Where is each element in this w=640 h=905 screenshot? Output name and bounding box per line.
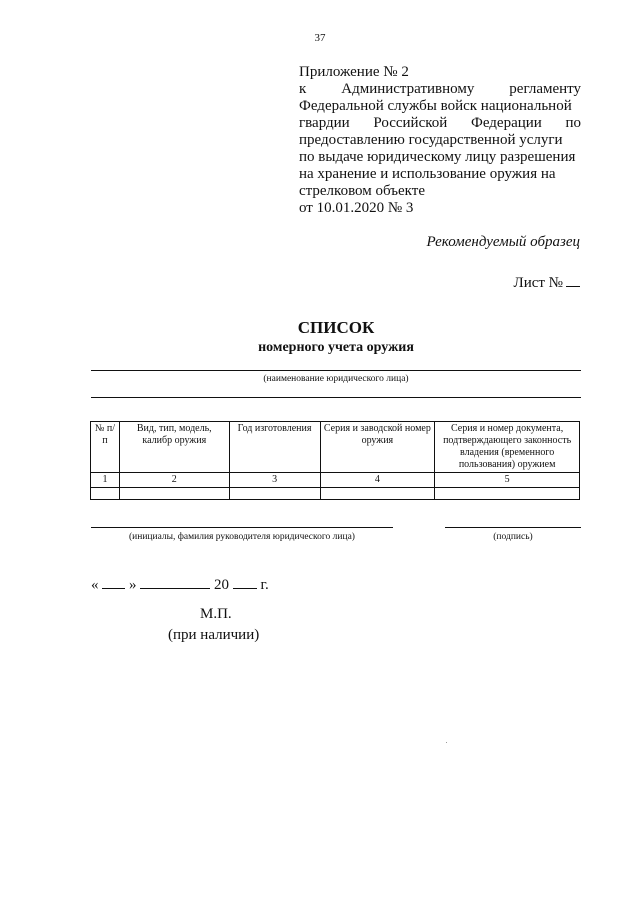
month-blank [140,574,210,589]
year-prefix: 20 [214,577,229,593]
stamp-note: (при наличии) [168,627,260,643]
date-open-quote: « [91,577,99,593]
org-name-line-2 [91,397,581,398]
weapons-table [90,421,580,500]
appendix-line-4: предоставлению государственной услуги [299,132,563,148]
stamp-label: М.П. [200,606,232,622]
col-number-2: 2 [119,473,229,488]
appendix-line-2: Федеральной службы войск национальной [299,98,572,114]
org-name-caption: (наименование юридического лица) [263,374,409,384]
appendix-header: Приложение № 2 [299,64,409,80]
page-number: 37 [314,32,326,44]
document-subtitle: номерного учета оружия [258,340,414,355]
table-cell [119,488,229,500]
table-header-row [91,422,580,473]
sheet-number-blank [566,272,580,287]
header-year: Год изготовления [229,422,320,473]
sheet-number [514,272,580,292]
sheet-label: Лист № [513,275,563,291]
table-cell [229,488,320,500]
header-weapon-type: Вид, тип, модель, калибр оружия [119,422,229,473]
col-number-3: 3 [229,473,320,488]
sample-label: Рекомендуемый образец [426,234,580,250]
table-row [91,488,580,500]
signature-caption: (подпись) [493,532,533,542]
year-suffix: г. [260,577,269,593]
date-line [91,574,269,594]
appendix-line-7: стрелковом объекте [299,183,425,199]
appendix-line-1: к Административному регламенту [299,81,582,97]
appendix-line-6: на хранение и использование оружия на [299,166,556,182]
header-document: Серия и номер документа, подтверждающего законность владения (временного пользования) оружием [435,422,580,473]
signature-line [445,527,581,528]
table-numbering-row [91,473,580,488]
scan-speck [446,742,447,743]
head-name-line [91,527,393,528]
day-blank [102,574,125,589]
head-name-caption: (инициалы, фамилия руководителя юридического лица) [129,532,355,542]
appendix-line-5: по выдаче юридическому лицу разрешения [299,149,576,165]
col-number-1: 1 [91,473,120,488]
year-blank [233,574,257,589]
header-number: № п/п [91,422,120,473]
col-number-4: 4 [320,473,435,488]
appendix-block [299,64,581,217]
org-name-line [91,370,581,371]
header-serial: Серия и заводской номер оружия [320,422,435,473]
table-cell [435,488,580,500]
table-cell [91,488,120,500]
date-close-quote: » [129,577,137,593]
appendix-line-3: гвардии Российской Федерации по [299,115,582,131]
appendix-line-8: от 10.01.2020 № 3 [299,200,414,216]
col-number-5: 5 [435,473,580,488]
document-title: СПИСОК [297,318,375,337]
table-cell [320,488,435,500]
